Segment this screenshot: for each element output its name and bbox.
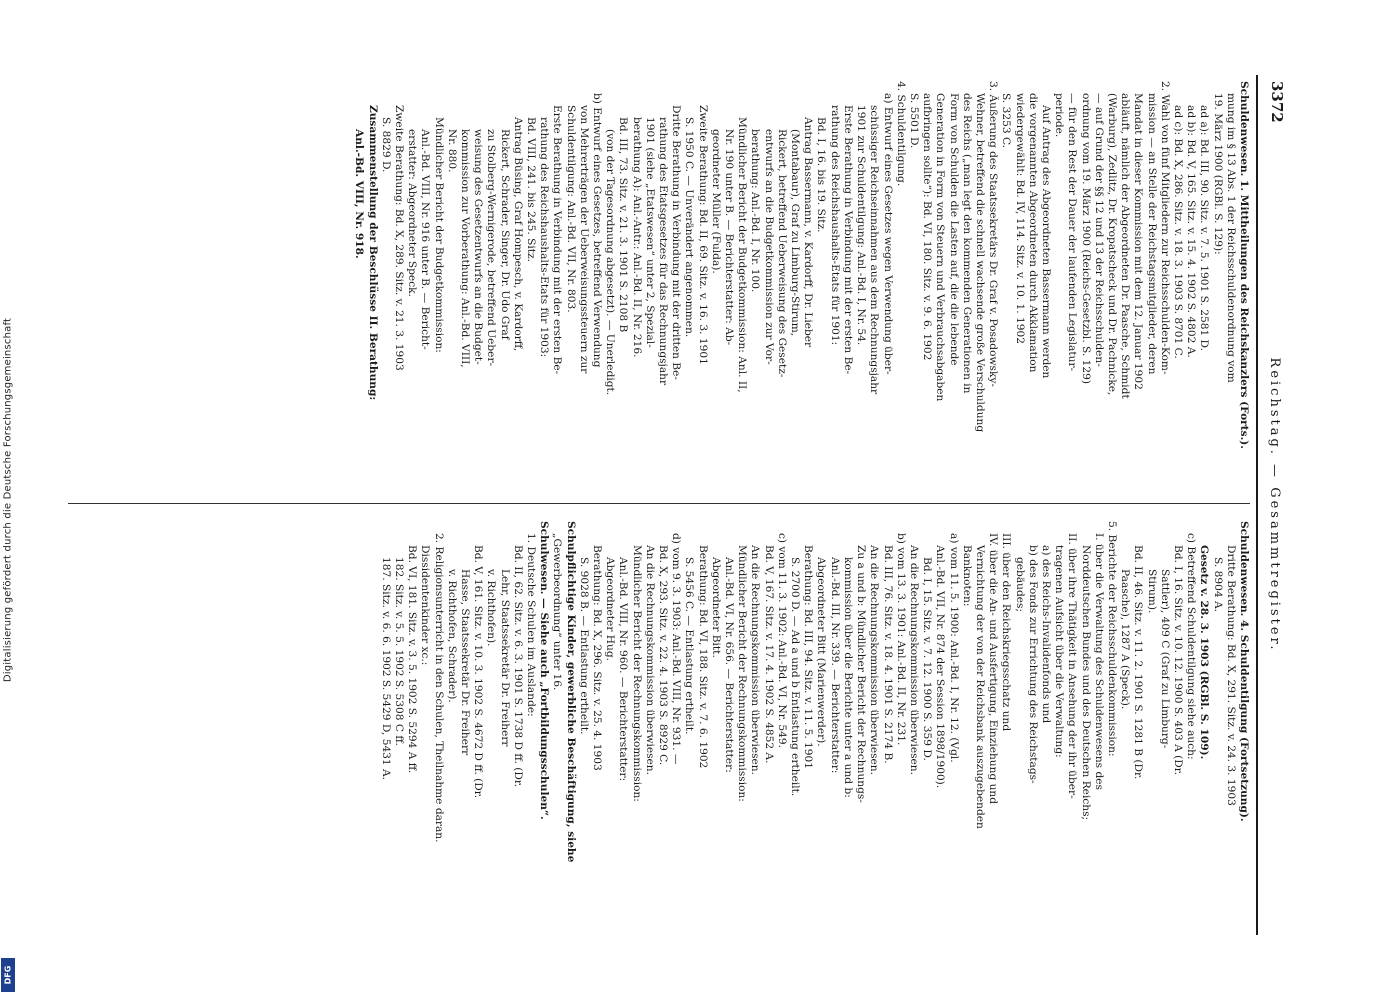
text-line: Erste Berathung in Verbindung mit der ersten Be- <box>841 105 854 375</box>
text-line: periode. <box>1053 93 1066 138</box>
text-line: 1901 (siehe „Etatswesen“ unter 2, Spezial- <box>643 117 656 348</box>
text-line: schüssiger Reichseinnahmen aus dem Rechnungsjahr <box>868 105 881 395</box>
text-line: III. über den Reichskriegsschatz und <box>1000 533 1013 732</box>
text-line: c) Betreffend Schuldentilgung siehe auch: <box>1185 533 1198 760</box>
text-line: Stirum). <box>1145 569 1158 614</box>
text-line: aufbringen sollte“): Bd. VI, 180. Sitz. v. 9. 6. 1902 <box>921 93 934 361</box>
left-column <box>68 81 1250 489</box>
text-line: c) vom 11. 3. 1902: Anl.-Bd. VI, Nr. 549. <box>775 533 788 748</box>
text-line: 3. Äußerung des Staatssekretärs Dr. Graf v. Posadowsky- <box>987 81 1000 387</box>
text-line: (von der Tagesordnung abgesetzt). — Unerledigt. <box>604 129 617 396</box>
text-line: An die Rechnungskommission überwiesen. <box>868 545 881 776</box>
text-line: Zweite Berathung: Bd. X, 289. Sitz. v. 21. 3. 1903 <box>393 105 405 371</box>
text-line: Bd. V, 167. Sitz. v. 17. 4. 1902 S. 4852 A. <box>762 545 775 764</box>
text-line: S. 2700 D. — Ad a und b Entlastung ertheilt. <box>789 557 802 797</box>
text-line: Abgeordneter Bitt. <box>709 557 722 658</box>
text-line: 19. März 1900 (RGBl. S. 129): <box>1211 93 1224 255</box>
text-line: Banknoten: <box>960 545 973 607</box>
text-line: Schulpflichtige Kinder, gewerbliche Beschäftigung, siehe <box>564 521 577 863</box>
text-line: 1. Deutsche Schulen im Auslande: <box>525 533 538 717</box>
text-line: abläuft, nämlich der Abgeordneten Dr. Paasche, Schmidt <box>1119 93 1132 399</box>
text-line: ad c): Bd. X, 286. Sitz. v. 18. 3. 1903 S. 8701 C. <box>1171 105 1184 359</box>
text-line: Form von Schulden die Lasten auf, die die lebende <box>947 93 960 366</box>
text-line: Dritte Berathung in Verbindung mit der dritten Be- <box>670 105 683 380</box>
text-line: S. 8904 A. <box>1211 557 1224 612</box>
text-line: Abgeordneter Hug. <box>604 557 617 661</box>
header-rule <box>1256 75 1258 935</box>
page-header <box>1258 75 1290 935</box>
text-line: zu Stolberg-Wernigerode, betreffend Ueber- <box>485 129 498 367</box>
text-line: die vorgenannten Abgeordneten durch Akklamation <box>1026 93 1039 373</box>
text-line: II. über ihre Thätigkeit in Ansehung der ihr über- <box>1066 533 1079 799</box>
text-line: v. Richthofen). <box>485 569 498 647</box>
text-line: Schulwesen. — Siehe auch „Fortbildungsschulen“. <box>538 521 551 820</box>
text-line: d) vom 9. 3. 1903: Anl.-Bd. VIII, Nr. 931. — <box>670 533 683 765</box>
text-line: Sattler), 409 C (Graf zu Limburg- <box>1158 569 1171 749</box>
funding-note-text: Digitalisierung gefördert durch die Deutsche Forschungsgemeinschaft <box>2 317 14 683</box>
text-line: 187. Sitz. v. 6. 6. 1902 S. 5429 D, 5431 A. <box>379 557 392 781</box>
text-line: Bd. VI, 181. Sitz. v. 3. 5. 1902 S. 5294 A ff. <box>406 545 419 774</box>
text-line: — für den Rest der Dauer der laufenden Legislatur- <box>1066 93 1079 372</box>
text-line: 5. Berichte der Reichsschuldenkommission: <box>1105 521 1118 757</box>
text-line: mission — an Stelle der Reichstagsmitglieder, deren <box>1145 93 1158 375</box>
text-line: An die Rechnungskommission überwiesen. <box>749 545 762 776</box>
text-line: wiedergewählt: Bd. IV, 114. Sitz. v. 10. 1. 1902 <box>1013 93 1026 344</box>
text-line: kommission zur Vorberathung: Anl.-Bd. VIII, <box>459 129 472 368</box>
text-line: Bd. VIII, 241. bis 245. Sitz. <box>525 117 538 262</box>
text-line: Anl.-Bd. III, Nr. 339. — Berichterstatter: <box>828 557 841 774</box>
text-line: — auf Grund der §§ 12 und 13 der Reichsschulden- <box>1092 93 1105 367</box>
text-line: S. 5456 C. — Entlastung ertheilt. <box>683 557 696 735</box>
text-line: rathung des Reichshaushalts-Etats für 1903: <box>538 117 551 358</box>
text-line: Bd. V, 161. Sitz. v. 10. 3. 1902 S. 4672 D ff. (Dr. <box>472 545 485 799</box>
text-line: 1901 zur Schuldentilgung: Anl.-Bd. I, Nr. 54. <box>855 105 868 346</box>
text-line: ordnung vom 19. März 1900 (Reichs-Gesetzbl. S. 129) <box>1079 93 1092 385</box>
text-line: Schuldenwesen. 1. Mittheilungen des Reichskanzlers (Forts.). <box>1238 81 1250 449</box>
text-line: Mandat in dieser Kommission mit dem 12. Januar 1902 <box>1132 93 1145 390</box>
text-line: Mündlicher Bericht der Budgetkommission: <box>432 117 445 353</box>
text-line: b) vom 13. 3. 1901: Anl.-Bd. II, Nr. 231. <box>894 533 907 746</box>
digitization-note <box>0 0 16 1000</box>
text-line: Mündlicher Bericht der Rechnungskommission: <box>736 545 749 802</box>
text-line: Anl.-Bd. VIII, Nr. 918. <box>353 129 366 259</box>
text-line: 2. Wahl von fünf Mitgliedern zur Reichsschulden-Kom- <box>1158 81 1171 375</box>
text-line: Norddeutschen Bundes und des Deutschen Reichs; <box>1079 545 1092 821</box>
text-line: berathung A): Anl.-Antr.: Anl.-Bd. II, Nr. 216. <box>630 117 643 358</box>
text-line: weisung des Gesetzentwurfs an die Budget- <box>472 129 485 365</box>
text-line: Antrag Büsing, Graf Hompesch, v. Kardorff, <box>511 117 524 352</box>
text-line: von Mehrerträgen der Ueberweisungssteuern zur <box>577 105 590 374</box>
text-line: Schuldenwesen. 4. Schuldentilgung (Fortsetzung). <box>1238 521 1250 822</box>
text-line: Dritte Berathung: Bd. X, 291. Sitz. v. 24. 3. 1903 <box>1224 545 1237 806</box>
text-line: Wehner, betreffend die schnell wachsende große Verschuldung <box>973 93 986 433</box>
column-divider <box>68 503 1250 504</box>
text-line: 2. Religionsunterricht in den Schulen, Theilnahme daran. <box>432 533 445 843</box>
text-line: Bd. II, 46. Sitz. v. 11. 2. 1901 S. 1281 B (Dr. <box>1132 545 1145 780</box>
text-line: Bd. X, 293. Sitz. v. 22. 4. 1903 S. 8929 C. <box>657 545 670 766</box>
text-line: Berathung: Bd. III, 94. Sitz. v. 11. 5. 1901 <box>802 545 815 770</box>
text-line: Vernichtung der von der Reichsbank auszugebenden <box>973 545 986 829</box>
text-line: Bd. I, 16. bis 19. Sitz. <box>815 117 828 233</box>
text-line: tragenen Aufsicht über die Verwaltung: <box>1053 545 1066 758</box>
text-line: I. über die Verwaltung des Schuldenwesens des <box>1092 533 1105 790</box>
text-line: Antrag Bassermann, v. Kardorff, Dr. Lieber <box>802 117 815 348</box>
text-line: a) Entwurf eines Gesetzes wegen Verwendung über- <box>881 93 894 375</box>
text-line: Mündlicher Bericht der Rechnungskommission: <box>630 545 643 802</box>
text-line: mung im § 13 Abs. 1 der Reichsschuldenordnung vom <box>1224 93 1237 383</box>
text-line: gebäudes; <box>1013 557 1026 613</box>
text-line: 4. Schuldentilgung. <box>894 81 907 187</box>
text-line: S. 5501 D. <box>907 93 920 149</box>
text-line: Bd. I, 16. Sitz. v. 10. 12. 1900 S. 403 A (Dr. <box>1171 545 1184 775</box>
text-line: Gesetz v. 28. 3. 1903 (RGBl. S. 109). <box>1198 545 1211 760</box>
running-title: Reichstag. — Gesammtregister. <box>1267 357 1282 653</box>
text-line: An die Rechnungskommission überwiesen. <box>907 545 920 776</box>
text-line: Lehr, Staatssekretär Dr. Freiherr <box>498 569 511 747</box>
text-line: a) vom 11. 5. 1900: Anl.-Bd. I, Nr. 12. (Vgl. <box>947 533 960 763</box>
text-line: des Reichs („man legt den kommenden Generationen in <box>960 93 973 394</box>
text-line: Auf Antrag des Abgeordneten Bassermann werden <box>1039 105 1052 379</box>
text-line: b) Entwurf eines Gesetzes, betreffend Verwendung <box>591 93 604 368</box>
text-line: Abgeordneter Bitt (Marienwerder). <box>815 557 828 747</box>
rotated-page <box>60 75 1290 935</box>
text-line: 182. Sitz. v. 5. 5. 1902 S. 5308 C ff. <box>393 557 405 746</box>
text-line: ad a): Bd. III, 90. Sitz. v. 7. 5. 1901 S. 2581 D. <box>1198 105 1211 352</box>
text-line: Hasse, Staatssekretär Dr. Freiherr <box>459 569 472 756</box>
text-line: rathung des Etatsgesetzes für das Rechnungsjahr <box>657 117 670 386</box>
text-line: Bd. III, 73. Sitz. v. 21. 3. 1901 S. 2108 B <box>617 117 630 333</box>
text-line: Rickert, betreffend Ueberweisung des Gesetz- <box>775 129 788 378</box>
text-line: v. Richthofen, Schrader). <box>445 569 458 703</box>
text-line: entwurfs an die Budgetkommission zur Vor- <box>762 129 775 365</box>
text-line: berathung: Anl.-Bd. I, Nr. 100. <box>749 129 762 293</box>
text-line: Mündlicher Bericht der Budgetkommission: Anl. II, <box>736 117 749 393</box>
text-line: Schuldentilgung: Anl.-Bd. VII, Nr. 803. <box>564 105 577 313</box>
text-line: Berathung: Bd. VI, 188. Sitz. v. 7. 6. 1902 <box>696 545 709 769</box>
text-line: Anl.-Bd. VI, Nr. 656. — Berichterstatter: <box>723 557 736 773</box>
text-line: S. 8829 D. <box>379 117 392 173</box>
text-line: (Montabaur), Graf zu Limburg-Stirum, <box>789 129 802 337</box>
text-line: S. 1950 C. — Unverändert angenommen. <box>683 117 696 338</box>
dfg-logo: DFG <box>1 958 15 992</box>
text-line: IV. über die An- und Ausfertigung, Einziehung und <box>987 533 1000 805</box>
text-line: Berathung: Bd. X, 296. Sitz. v. 25. 4. 1903 <box>591 545 604 771</box>
text-line: Paasche), 1287 A (Speck). <box>1119 569 1132 710</box>
text-line: kommission über die Berichte unter a und b: <box>841 557 854 798</box>
right-column <box>68 521 1250 929</box>
text-line: „Gewerbeordnung“ unter 16. <box>551 533 564 691</box>
text-line: (Warburg), Zedlitz, Dr. Kropatscheck und Dr. Pachnicke, <box>1105 93 1118 396</box>
text-line: Zusammenstellung der Beschlüsse II. Berathung: <box>366 105 379 401</box>
text-line: Rickert, Schrader, Singer, Dr. Udo Graf <box>498 129 511 340</box>
text-line: ad b): Bd. V, 165. Sitz. v. 15. 4. 1902 S. 4802 A. <box>1185 105 1198 358</box>
text-line: Nr. 190 unter B. — Berichterstatter: Ab- <box>723 129 736 346</box>
text-line: Nr. 880. <box>445 129 458 173</box>
text-line: b) des Fonds zur Errichtung des Reichstags- <box>1026 545 1039 784</box>
text-line: Bd. I, 15. Sitz. v. 7. 12. 1900 S. 359 D. <box>921 557 934 761</box>
text-line: geordneter Müller (Fulda). <box>709 129 722 274</box>
text-line: Anl.-Bd. VIII, Nr. 960. — Berichterstatter: <box>617 557 630 782</box>
text-line: Bd. III, 76. Sitz. v. 18. 4. 1901 S. 2174 B. <box>881 545 894 764</box>
text-line: rathung des Reichshaushalts-Etats für 1901: <box>828 105 841 346</box>
text-line: An die Rechnungskommission überwiesen. <box>643 545 656 776</box>
page-number: 3372 <box>1268 81 1286 123</box>
text-line: Erste Berathung in Verbindung mit der ersten Be- <box>551 105 564 375</box>
text-line: Anl.-Bd. VIII, Nr. 916 unter B. — Bericht- <box>419 129 432 350</box>
text-line: Zu a und b: Mündlicher Bericht der Rechnungs- <box>855 545 868 803</box>
text-line: S. 9028 B. — Entlastung ertheilt. <box>577 557 590 735</box>
text-line: erstatter: Abgeordneter Speck. <box>406 129 419 297</box>
text-line: Anl.-Bd. VII, Nr. 874 der Session 1898/1900). <box>934 545 947 789</box>
scanned-page <box>60 75 1290 935</box>
text-line: Dissidentenkinder xc.: <box>419 545 432 666</box>
text-line: Zweite Berathung: Bd. II, 69. Sitz. v. 16. 3. 1901 <box>696 105 709 365</box>
text-line: a) des Reichs-Invalidenfonds und <box>1039 545 1052 724</box>
text-line: Generation in Form von Steuern und Verbrauchsabgaben <box>934 93 947 402</box>
text-line: Bd. II, 62. Sitz. v. 6. 3. 1901 S. 1738 D ff. (Dr. <box>511 545 524 788</box>
text-line: S. 3253 C. <box>1000 93 1013 149</box>
